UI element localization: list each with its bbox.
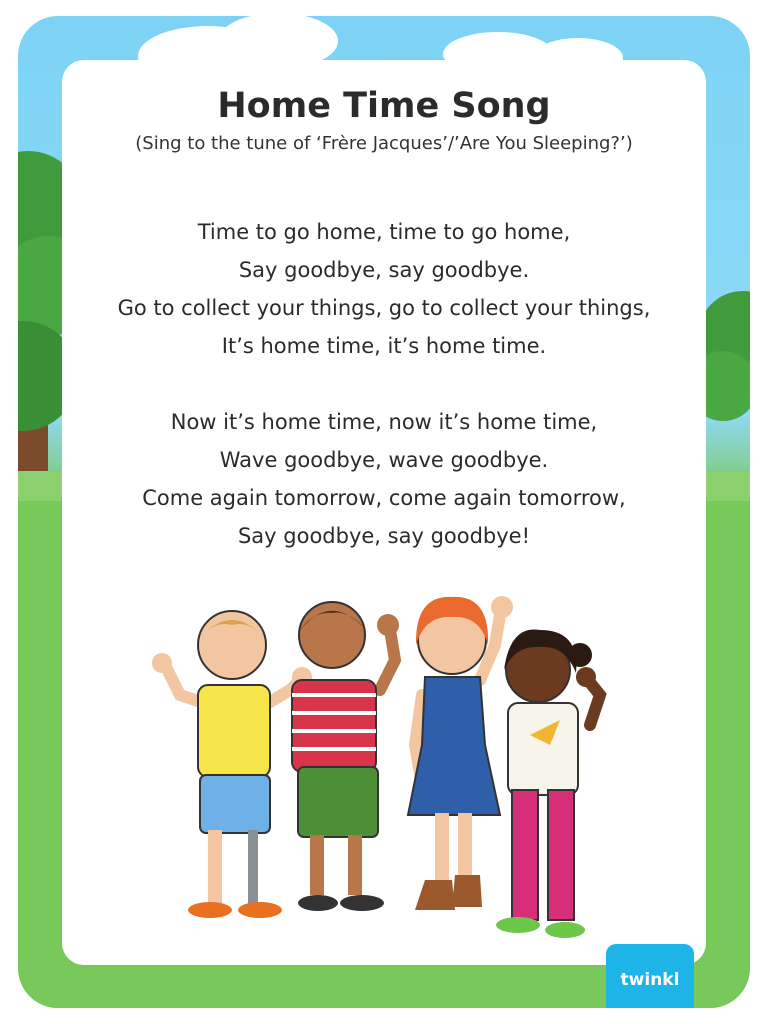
verse-line: Say goodbye, say goodbye. [238,258,530,282]
child-1 [152,611,312,918]
page-subtitle: (Sing to the tune of ‘Frère Jacques’/’Are You Sleeping?’) [135,133,633,154]
verse-line: Now it’s home time, now it’s home time, [170,410,598,434]
verse-line: Go to collect your things, go to collect your things, [117,296,651,320]
verse-1 [62,213,706,365]
logo-text: twinkl [620,970,680,990]
waving-children-illustration [140,585,620,945]
child-3 [408,596,513,910]
verse-line: Time to go home, time to go home, [197,220,571,244]
verse-line: Come again tomorrow, come again tomorrow, [142,486,626,510]
verse-line: It’s home time, it’s home time. [221,334,547,358]
page-title: Home Time Song [217,86,551,126]
twinkl-logo [606,944,694,1008]
verse-2 [62,403,706,555]
child-4 [496,630,600,939]
verse-line: Wave goodbye, wave goodbye. [219,448,549,472]
verse-line: Say goodbye, say goodbye! [237,524,531,548]
child-2 [292,602,399,911]
